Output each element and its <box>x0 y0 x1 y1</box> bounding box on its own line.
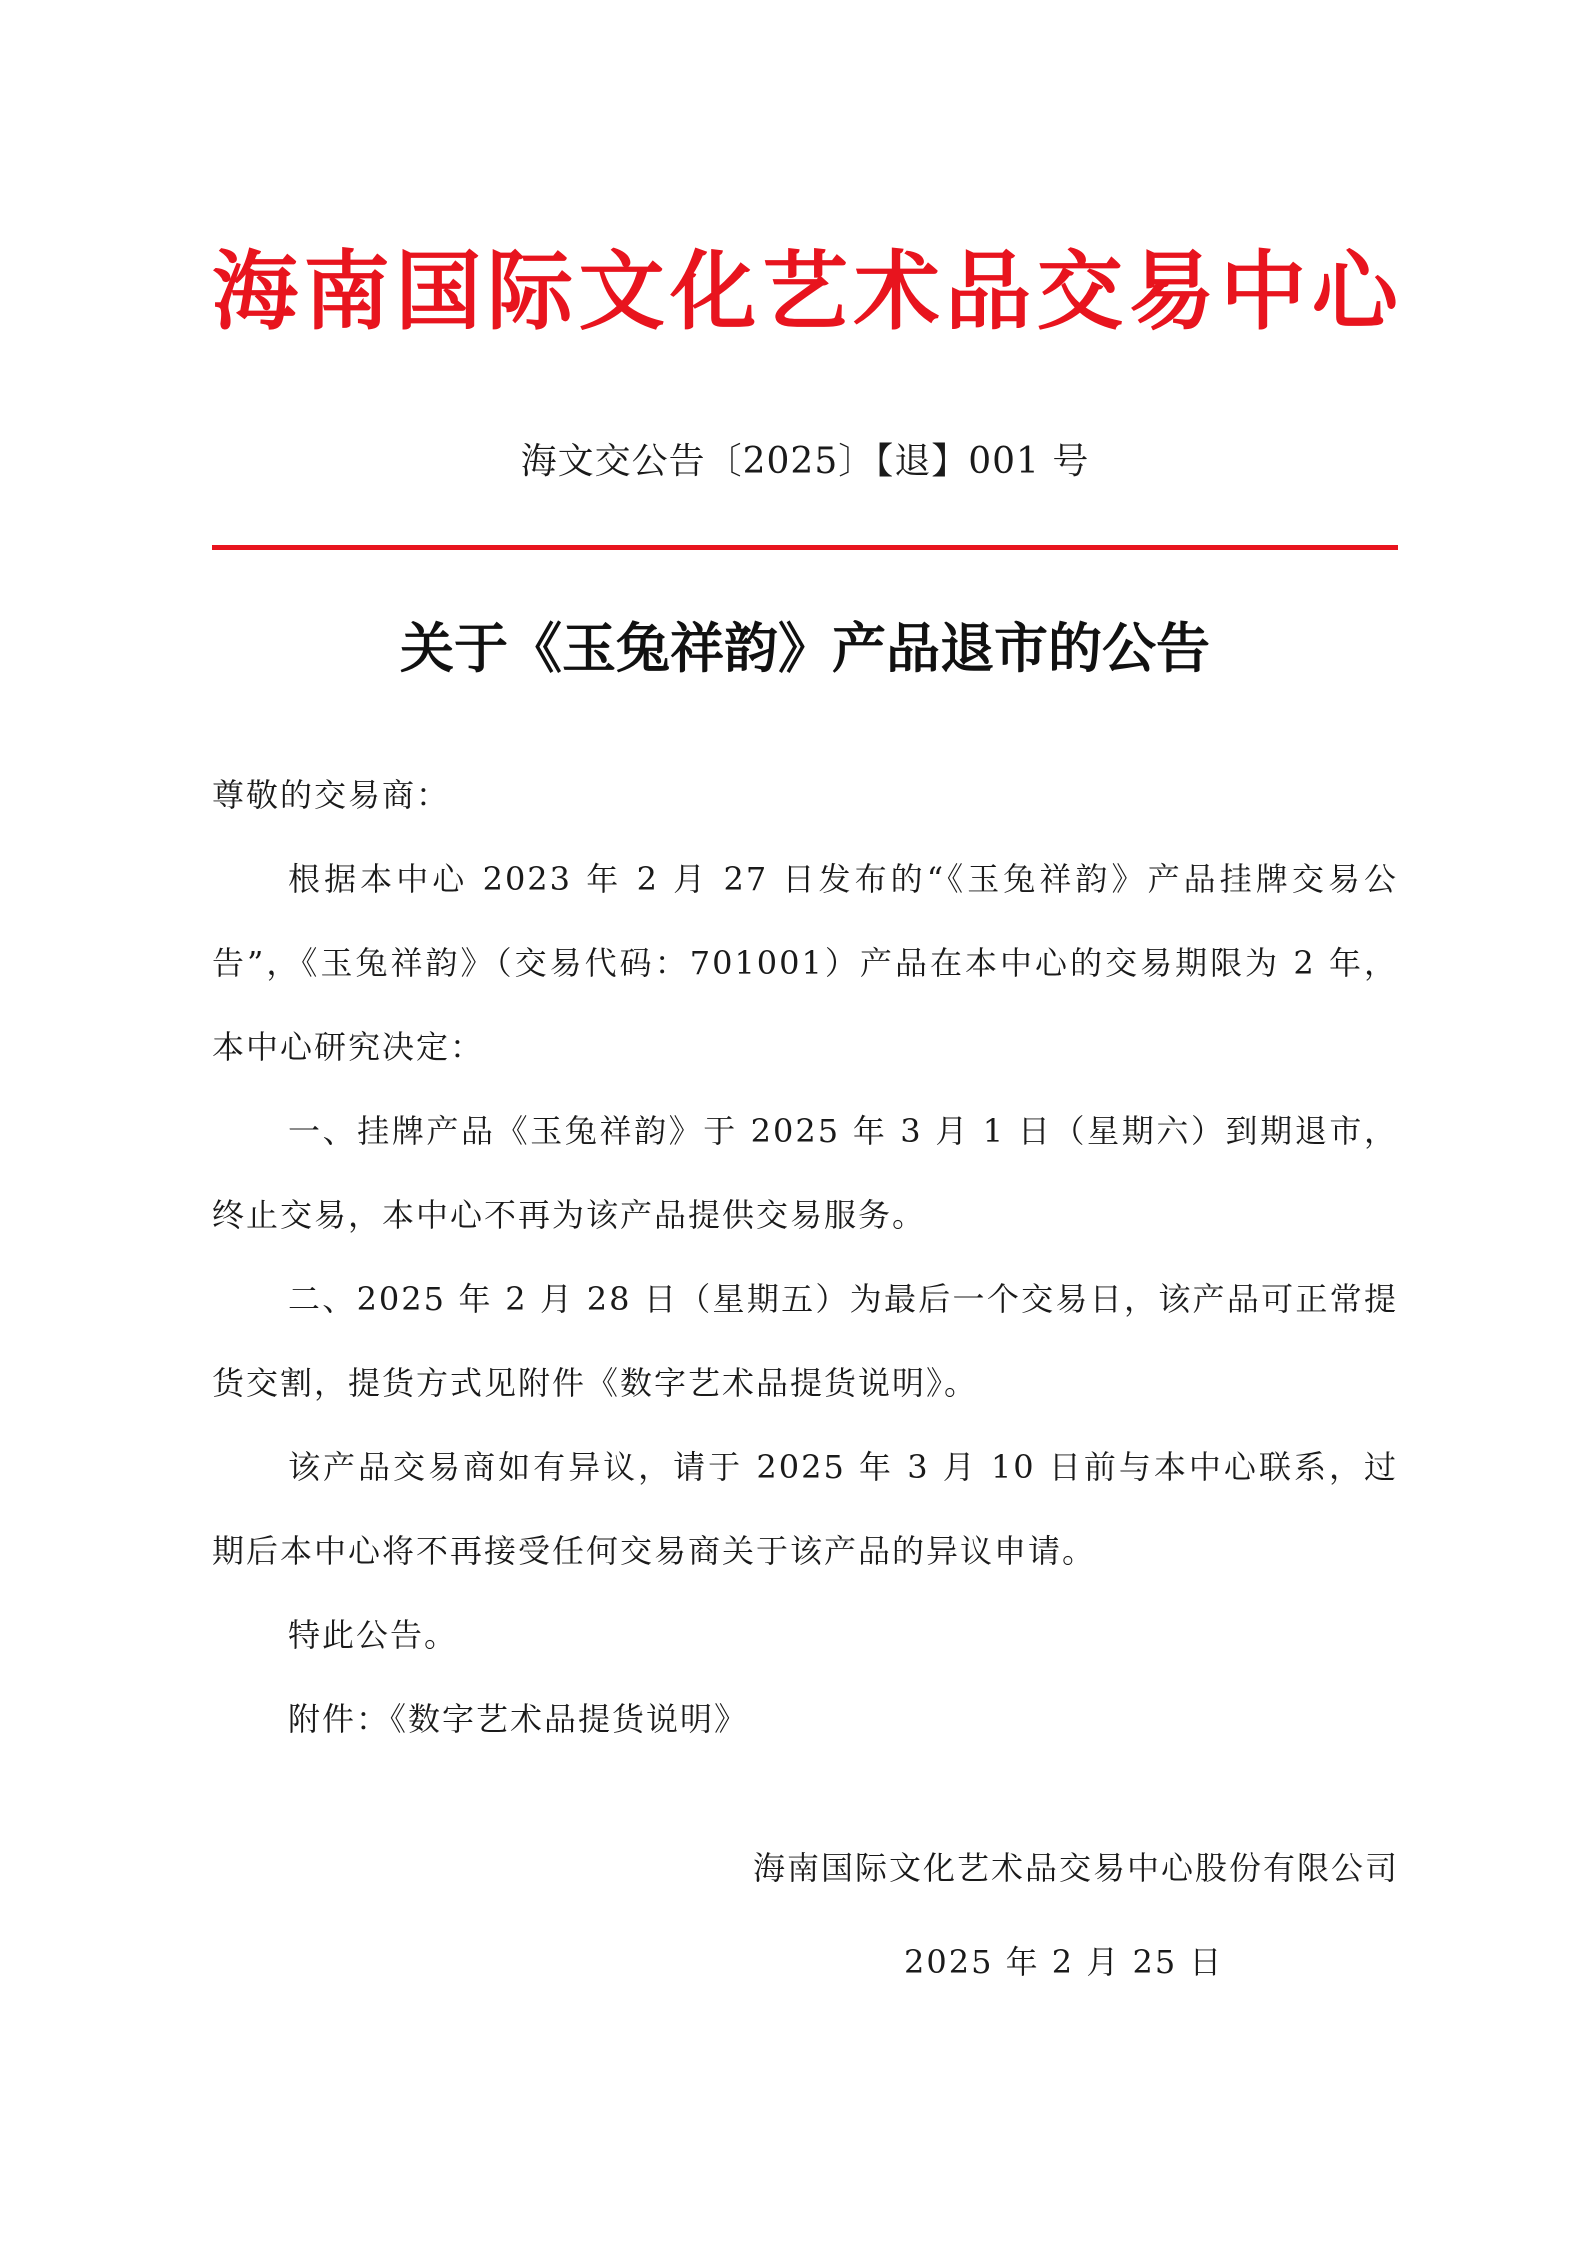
header-divider <box>212 545 1398 550</box>
paragraph-closing: 特此公告。 <box>288 1616 459 1654</box>
paragraph-item-one: 一、挂牌产品《玉兔祥韵》于 2025 年 3 月 1 日（星期六）到期退市，终止交易，本中心不再为该产品提供交易服务。 <box>212 1112 1398 1234</box>
header-char: 化 <box>670 241 757 342</box>
paragraph-item-two: 二、2025 年 2 月 28 日（星期五）为最后一个交易日，该产品可正常提货交割，提货方式见附件《数字艺术品提货说明》。 <box>212 1280 1398 1402</box>
greeting: 尊敬的交易商： <box>212 776 451 814</box>
header-char: 品 <box>945 241 1032 342</box>
header-char: 国 <box>395 241 482 342</box>
header-char: 艺 <box>761 241 848 342</box>
org-header-title <box>212 232 1398 352</box>
header-char: 心 <box>1311 241 1398 342</box>
document-number: 海文交公告〔2025〕【退】001 号 <box>520 441 1090 482</box>
issue-date: 2025 年 2 月 25 日 <box>904 1943 1224 1981</box>
header-char: 际 <box>486 241 573 342</box>
attachment-line: 附件：《数字艺术品提货说明》 <box>288 1700 749 1738</box>
signature-organization: 海南国际文化艺术品交易中心股份有限公司 <box>752 1849 1399 1887</box>
header-char: 海 <box>212 241 298 342</box>
paragraph-objection: 该产品交易商如有异议，请于 2025 年 3 月 10 日前与本中心联系，过期后本中心将不再接受任何交易商关于该产品的异议申请。 <box>212 1448 1398 1570</box>
header-char: 术 <box>853 241 940 342</box>
header-char: 交 <box>1036 241 1123 342</box>
header-char: 文 <box>578 241 665 342</box>
notice-title: 关于《玉兔祥韵》产品退市的公告 <box>400 616 1210 680</box>
header-char: 中 <box>1220 241 1307 342</box>
header-char: 南 <box>303 241 390 342</box>
header-char: 易 <box>1128 241 1215 342</box>
paragraph-background: 根据本中心 2023 年 2 月 27 日发布的“《玉兔祥韵》产品挂牌交易公告”，《玉兔祥韵》（交易代码：701001）产品在本中心的交易期限为 2 年，本中心研究决定： <box>212 860 1398 1066</box>
